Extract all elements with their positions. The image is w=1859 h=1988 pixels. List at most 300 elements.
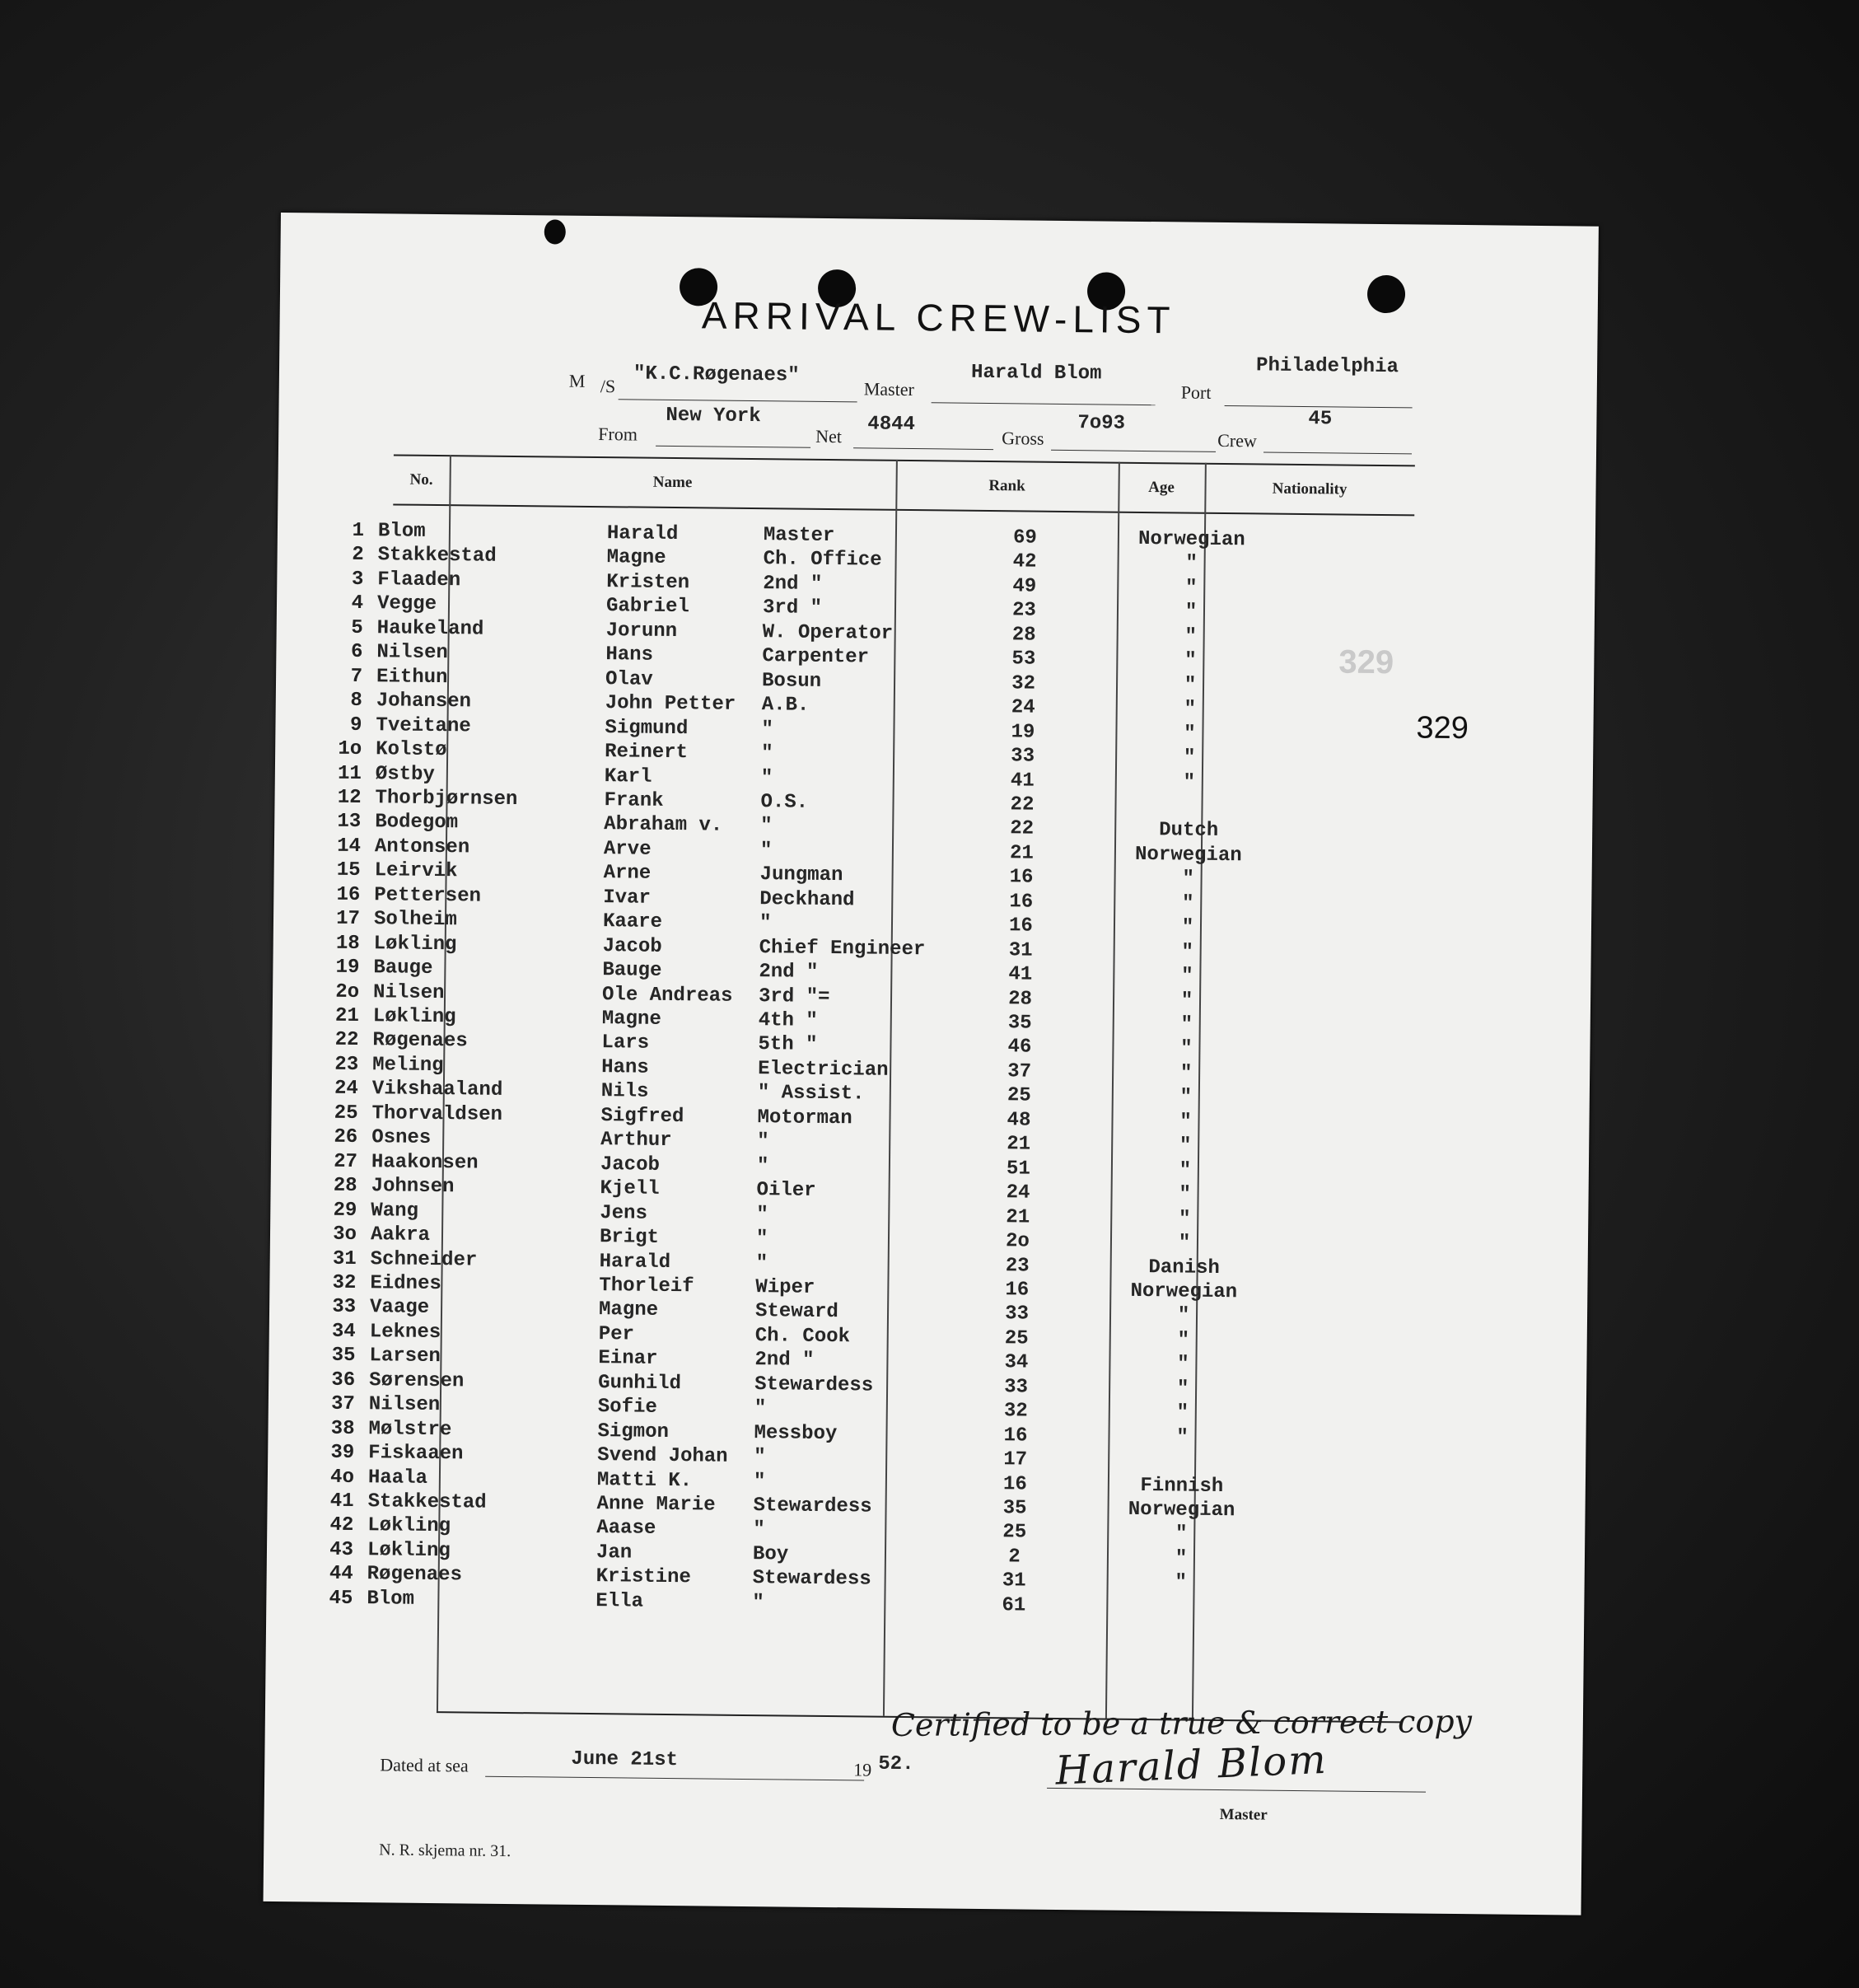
crew-rank: " (759, 839, 773, 863)
crew-surname: Røgenaes (367, 1563, 463, 1587)
crew-number: 33 (332, 1296, 357, 1319)
crew-given-name: Sigfred (600, 1104, 684, 1128)
crew-surname: Wang (371, 1199, 419, 1223)
crew-age: 24 (1011, 696, 1035, 719)
crew-given-name: Reinert (605, 741, 689, 765)
crew-surname: Kolstø (376, 738, 447, 762)
crew-age: 61 (1002, 1594, 1026, 1617)
crew-age: 42 (1012, 550, 1037, 574)
crew-number: 14 (336, 835, 362, 858)
crew-nationality: " (1179, 1062, 1193, 1085)
vessel-underline (619, 399, 857, 402)
crew-given-name: Arthur (600, 1129, 672, 1153)
crew-number: 12 (337, 786, 362, 809)
crew-number: 8 (350, 690, 362, 713)
crew-age: 16 (1002, 1472, 1027, 1496)
crew-given-name: Aaase (596, 1517, 656, 1541)
crew-rank: " (756, 1154, 769, 1177)
crew-age: 22 (1010, 793, 1035, 816)
col-header-age: Age (1148, 479, 1175, 497)
crew-age: 2 (1008, 1546, 1021, 1569)
crew-number: 42 (329, 1514, 354, 1537)
crew-surname: Leknes (369, 1321, 441, 1344)
year-prefix: 19 (853, 1759, 872, 1780)
crew-rank: 5th " (758, 1033, 818, 1057)
crew-rank: Carpenter (762, 645, 870, 669)
crew-rank: Jungman (759, 863, 843, 887)
crew-rank: 3rd "= (758, 985, 830, 1008)
crew-number: 6 (350, 641, 363, 664)
crew-given-name: Kristine (596, 1565, 692, 1589)
crew-age: 23 (1011, 599, 1037, 622)
crew-surname: Sørensen (369, 1368, 465, 1393)
table-top-rule (394, 454, 1415, 466)
crew-given-name: Magne (601, 1008, 661, 1031)
crew-nationality: Norwegian (1137, 527, 1245, 552)
crew-nationality: " (1181, 965, 1193, 988)
crew-label: Crew (1217, 429, 1257, 451)
crew-surname: Solheim (373, 908, 457, 932)
crew-rank: W. Operator (762, 620, 894, 645)
crew-given-name: Magne (598, 1298, 659, 1322)
crew-given-name: Per (598, 1322, 635, 1346)
crew-rank: 2nd " (754, 1349, 815, 1373)
crew-number: 9 (349, 713, 362, 737)
master-underline (932, 402, 1156, 405)
crew-rank: Bosun (761, 669, 822, 693)
from-label: From (598, 423, 638, 445)
crew-given-name: Harald (606, 522, 679, 546)
tear-mark (544, 219, 566, 244)
crew-nationality: " (1184, 577, 1198, 600)
crew-age: 41 (1010, 769, 1035, 793)
crew-age: 16 (1008, 914, 1034, 938)
crew-number: 41 (329, 1490, 354, 1513)
crew-surname: Vegge (376, 592, 437, 616)
crew-number: 5 (351, 616, 363, 639)
crew-surname: Bauge (373, 957, 433, 980)
master-name: Harald Blom (970, 361, 1102, 386)
crew-number: 34 (331, 1320, 356, 1343)
crew-rank: 2nd " (763, 573, 823, 596)
crew-surname: Stakkestad (367, 1490, 487, 1514)
crew-number: 19 (335, 956, 360, 980)
crew-rank: " (761, 742, 773, 765)
crew-nationality: " (1179, 1183, 1191, 1206)
crew-number: 15 (336, 859, 361, 882)
crew-nationality: " (1180, 989, 1193, 1013)
gross-tonnage: 7o93 (1077, 412, 1126, 435)
master-signature: Harald Blom (1054, 1736, 1329, 1794)
crew-surname: Bodegom (375, 811, 459, 835)
crew-rank: Ch. Cook (754, 1324, 851, 1349)
crew-age: 23 (1005, 1254, 1030, 1278)
crew-surname: Tveitane (376, 713, 471, 738)
crew-nationality: " (1184, 723, 1196, 746)
crew-rank: Stewardess (752, 1567, 871, 1591)
crew-given-name: Jan (596, 1541, 633, 1565)
crew-nationality: " (1184, 601, 1198, 624)
master-label: Master (863, 378, 915, 400)
crew-rank: Stewardess (753, 1495, 872, 1518)
crew-number: 7 (350, 665, 363, 688)
crew-number: 35 (331, 1345, 356, 1368)
crew-nationality: " (1179, 1111, 1192, 1134)
crew-age: 28 (1008, 987, 1033, 1011)
crew-surname: Pettersen (374, 883, 482, 908)
stamped-page-number: 329 (1416, 710, 1469, 746)
crew-rank: Motorman (757, 1106, 852, 1130)
crew-number: 4o (329, 1466, 355, 1489)
gross-label: Gross (1002, 428, 1044, 449)
crew-age: 35 (1007, 1012, 1032, 1035)
crew-number: 36 (331, 1368, 356, 1392)
crew-rank: " Assist. (757, 1082, 865, 1106)
crew-given-name: Jorunn (605, 619, 678, 643)
crew-nationality: Dutch (1159, 819, 1219, 843)
crew-surname: Johansen (376, 690, 472, 713)
crew-rank: 4th " (758, 1009, 818, 1032)
crew-nationality: " (1184, 698, 1197, 721)
crew-age: 31 (1008, 938, 1033, 962)
table-header-rule (393, 503, 1414, 516)
crew-age: 51 (1006, 1157, 1030, 1181)
crew-nationality: " (1178, 1232, 1191, 1255)
crew-given-name: Lars (601, 1031, 650, 1055)
crew-age: 33 (1004, 1376, 1029, 1399)
crew-underline (1263, 452, 1412, 455)
crew-age: 24 (1006, 1181, 1030, 1204)
crew-nationality: Finnish (1140, 1474, 1224, 1498)
crew-given-name: Nils (600, 1080, 649, 1104)
crew-rank: 3rd " (762, 596, 823, 620)
crew-given-name: Olav (605, 667, 653, 691)
crew-number: 28 (333, 1174, 357, 1198)
crew-nationality: " (1184, 625, 1198, 648)
crew-nationality: " (1175, 1523, 1188, 1546)
crew-surname: Flaaden (377, 568, 461, 592)
crew-surname: Thorvaldsen (371, 1102, 503, 1126)
crew-age: 34 (1004, 1351, 1029, 1374)
crew-rank: " (754, 1397, 767, 1420)
crew-given-name: Jacob (600, 1153, 661, 1176)
crew-age: 41 (1008, 963, 1033, 986)
crew-surname: Meling (372, 1054, 444, 1078)
crew-rank: " (760, 815, 773, 838)
crew-rank: Messboy (754, 1421, 838, 1445)
crew-given-name: Ella (596, 1589, 644, 1613)
crew-surname: Østby (375, 762, 436, 786)
crew-rank: O.S. (760, 791, 809, 814)
crew-rank: " (761, 718, 774, 741)
dated-label: Dated at sea (380, 1754, 469, 1776)
crew-number: 2 (352, 544, 364, 567)
crew-number: 4 (351, 592, 364, 615)
crew-nationality: " (1177, 1329, 1190, 1352)
crew-given-name: Sigmund (605, 716, 689, 740)
crew-age: 16 (1009, 891, 1034, 914)
crew-number: 39 (330, 1441, 355, 1465)
crew-number: 22 (334, 1029, 359, 1052)
crew-rank: Oiler (756, 1179, 816, 1203)
crew-rank: " (757, 1130, 769, 1153)
crew-given-name: Jacob (602, 934, 662, 958)
crew-given-name: Gunhild (598, 1371, 682, 1395)
crew-given-name: Magne (606, 546, 666, 570)
crew-age: 21 (1006, 1205, 1030, 1229)
crew-surname: Aakra (370, 1223, 431, 1247)
crew-age: 21 (1009, 842, 1034, 865)
crew-given-name: Svend Johan (597, 1444, 728, 1468)
crew-rank: Boy (752, 1542, 789, 1566)
crew-rank: Stewardess (754, 1373, 874, 1397)
crew-number: 3 (351, 568, 364, 591)
crew-nationality: " (1176, 1378, 1189, 1401)
crew-number: 23 (334, 1053, 359, 1076)
crew-nationality: " (1175, 1571, 1187, 1594)
crew-number: 18 (335, 932, 360, 955)
crew-number: 44 (329, 1563, 353, 1586)
crew-surname: Leirvik (374, 859, 458, 883)
crew-given-name: Ole Andreas (601, 983, 733, 1008)
crew-surname: Thorbjørnsen (375, 787, 518, 811)
crew-rank: Wiper (755, 1276, 815, 1299)
crew-nationality: Norwegian (1134, 843, 1242, 868)
crew-surname: Schneider (370, 1247, 478, 1272)
crew-given-name: Jens (600, 1201, 648, 1225)
crew-surname: Vaage (369, 1296, 430, 1320)
crew-nationality: " (1180, 1013, 1193, 1036)
vessel-prefix-s: /S (600, 376, 616, 397)
crew-surname: Eidnes (370, 1272, 441, 1296)
crew-number: 24 (334, 1078, 359, 1101)
net-tonnage: 4844 (867, 413, 916, 437)
crew-surname: Løkling (367, 1539, 451, 1563)
crew-rank: Deckhand (759, 887, 855, 912)
crew-age: 25 (1002, 1521, 1027, 1545)
crew-rank: " (753, 1470, 766, 1493)
crew-surname: Nilsen (376, 641, 448, 665)
vessel-name: "K.C.Røgenaes" (633, 363, 800, 387)
crew-surname: Løkling (373, 932, 457, 956)
crew-surname: Haala (367, 1466, 428, 1490)
crew-number: 26 (334, 1125, 358, 1149)
crew-given-name: Kjell (600, 1177, 660, 1201)
crew-rank: Electrician (758, 1058, 889, 1082)
crew-age: 46 (1007, 1036, 1032, 1059)
crew-given-name: John Petter (605, 692, 736, 716)
crew-given-name: Matti K. (596, 1468, 693, 1492)
crew-number: 27 (333, 1150, 358, 1173)
crew-age: 35 (1002, 1497, 1027, 1520)
handwritten-certification: Certified to be a true & correct copy (890, 1703, 1473, 1744)
crew-nationality: " (1182, 868, 1194, 891)
crew-age: 16 (1003, 1424, 1028, 1448)
vessel-prefix-m: M (568, 370, 586, 391)
crew-given-name: Bauge (602, 959, 662, 982)
port-label: Port (1180, 381, 1212, 403)
crew-age: 17 (1003, 1448, 1028, 1471)
crew-age: 19 (1011, 720, 1035, 744)
crew-surname: Stakkestad (377, 544, 497, 568)
crew-age: 25 (1004, 1327, 1029, 1350)
crew-nationality: " (1183, 771, 1196, 794)
crew-nationality: " (1177, 1304, 1190, 1328)
crew-surname: Vikshaaland (371, 1078, 503, 1102)
crew-nationality: " (1184, 674, 1197, 697)
crew-age: 16 (1009, 866, 1034, 889)
crew-surname: Osnes (371, 1126, 432, 1150)
form-number: N. R. skjema nr. 31. (379, 1841, 511, 1861)
crew-rank: 2nd " (759, 961, 819, 984)
crew-number: 43 (329, 1538, 354, 1561)
crew-surname: Mølstre (368, 1417, 452, 1441)
crew-rank: " (753, 1518, 765, 1541)
crew-number: 45 (329, 1587, 353, 1610)
crew-surname: Haukeland (376, 617, 484, 641)
crew-nationality: Norwegian (1130, 1279, 1238, 1304)
crew-age: 31 (1002, 1569, 1026, 1593)
col-header-name: Name (652, 473, 693, 492)
crew-age: 53 (1011, 648, 1036, 671)
crew-nationality: " (1183, 746, 1196, 769)
crew-surname: Røgenaes (372, 1029, 468, 1053)
crew-number: 37 (330, 1392, 355, 1416)
crew-list-document (264, 213, 1599, 1915)
document-title: ARRIVAL CREW-LIST (701, 293, 1176, 342)
crew-nationality: " (1184, 649, 1197, 672)
crew-number: 38 (330, 1417, 355, 1440)
crew-surname: Fiskaaen (368, 1442, 464, 1466)
crew-surname: Blom (367, 1587, 415, 1611)
crew-given-name: Thorleif (599, 1275, 694, 1298)
crew-number: 31 (332, 1247, 357, 1270)
crew-nationality: " (1181, 892, 1194, 915)
crew-nationality: " (1175, 1547, 1188, 1570)
crew-number: 13 (337, 811, 362, 834)
crew-number: 3o (333, 1223, 357, 1247)
crew-rank: " (756, 1203, 768, 1226)
gross-underline (1051, 450, 1216, 452)
crew-surname: Johnsen (371, 1175, 455, 1199)
crew-given-name: Anne Marie (596, 1493, 716, 1517)
crew-nationality: " (1185, 552, 1198, 576)
crew-rank: Master (763, 524, 835, 548)
crew-number: 32 (332, 1271, 357, 1294)
bleed-through-number: 329 (1338, 643, 1394, 681)
crew-age: 2o (1005, 1230, 1030, 1253)
crew-rank: Steward (754, 1300, 839, 1324)
crew-age: 22 (1010, 817, 1035, 841)
year-suffix: 52. (878, 1752, 914, 1776)
crew-number: 1 (352, 519, 365, 543)
crew-rank: " (755, 1228, 768, 1251)
crew-given-name: Sofie (597, 1396, 657, 1420)
crew-surname: Løkling (372, 1005, 456, 1029)
crew-given-name: Gabriel (605, 595, 689, 619)
crew-rank: " (760, 766, 773, 789)
crew-given-name: Abraham v. (604, 813, 723, 838)
crew-age: 33 (1011, 745, 1035, 768)
crew-number: 17 (336, 907, 361, 931)
crew-given-name: Ivar (603, 886, 652, 910)
crew-age: 49 (1012, 575, 1037, 598)
crew-given-name: Hans (605, 643, 654, 667)
date-value: June 21st (571, 1747, 679, 1772)
crew-surname: Nilsen (368, 1393, 441, 1417)
col-header-nationality: Nationality (1272, 479, 1348, 498)
crew-age: 69 (1012, 526, 1037, 550)
crew-given-name: Arne (603, 862, 652, 886)
crew-nationality: Norwegian (1128, 1498, 1235, 1523)
crew-given-name: Kaare (602, 910, 663, 934)
crew-age: 25 (1007, 1084, 1031, 1107)
crew-rank: Chief Engineer (759, 936, 926, 961)
crew-surname: Eithun (376, 665, 448, 689)
net-label: Net (815, 425, 843, 447)
crew-surname: Blom (377, 520, 426, 543)
crew-rank: " (755, 1251, 768, 1275)
crew-rank: " (752, 1591, 764, 1615)
crew-age: 21 (1007, 1133, 1031, 1156)
crew-given-name: Kristen (606, 571, 690, 595)
crew-surname: Løkling (367, 1514, 451, 1538)
crew-rank: " (759, 912, 772, 935)
net-underline (853, 447, 993, 450)
port-name: Philadelphia (1255, 354, 1399, 379)
crew-given-name: Harald (599, 1250, 671, 1274)
crew-surname: Larsen (369, 1345, 441, 1368)
crew-nationality: " (1176, 1401, 1189, 1424)
crew-number: 21 (334, 1004, 359, 1028)
crew-number: 2o (335, 980, 360, 1003)
crew-given-name: Frank (604, 789, 664, 812)
crew-rank: " (754, 1446, 766, 1469)
crew-nationality: " (1179, 1159, 1192, 1182)
crew-nationality: " (1176, 1426, 1189, 1449)
from-port: New York (666, 404, 761, 428)
crew-age: 16 (1005, 1279, 1030, 1302)
from-underline (656, 446, 810, 448)
crew-number: 16 (336, 883, 361, 906)
crew-number: 25 (334, 1102, 358, 1125)
crew-number: 29 (333, 1199, 357, 1222)
signature-master-label: Master (1219, 1806, 1268, 1824)
crew-nationality: " (1179, 1086, 1193, 1109)
crew-age: 28 (1011, 624, 1036, 647)
crew-nationality: " (1181, 941, 1194, 964)
date-underline (485, 1776, 864, 1781)
crew-given-name: Hans (601, 1056, 649, 1079)
crew-number: 11 (337, 762, 362, 785)
crew-surname: Antonsen (374, 835, 470, 859)
crew-nationality: " (1177, 1353, 1189, 1376)
crew-number: 1o (338, 737, 362, 761)
crew-nationality: " (1181, 916, 1194, 939)
crew-rank: A.B. (761, 694, 810, 717)
crew-surname: Nilsen (372, 980, 445, 1004)
crew-surname: Haakonsen (371, 1150, 479, 1175)
crew-age: 33 (1004, 1303, 1030, 1326)
col-header-rank: Rank (988, 477, 1025, 495)
crew-rank: Ch. Office (763, 548, 882, 573)
crew-given-name: Brigt (599, 1226, 660, 1249)
crew-given-name: Sigmon (597, 1420, 670, 1443)
crew-given-name: Einar (598, 1347, 658, 1371)
crew-age: 32 (1003, 1400, 1028, 1423)
crew-nationality: " (1178, 1208, 1191, 1231)
crew-count: 45 (1308, 408, 1333, 431)
